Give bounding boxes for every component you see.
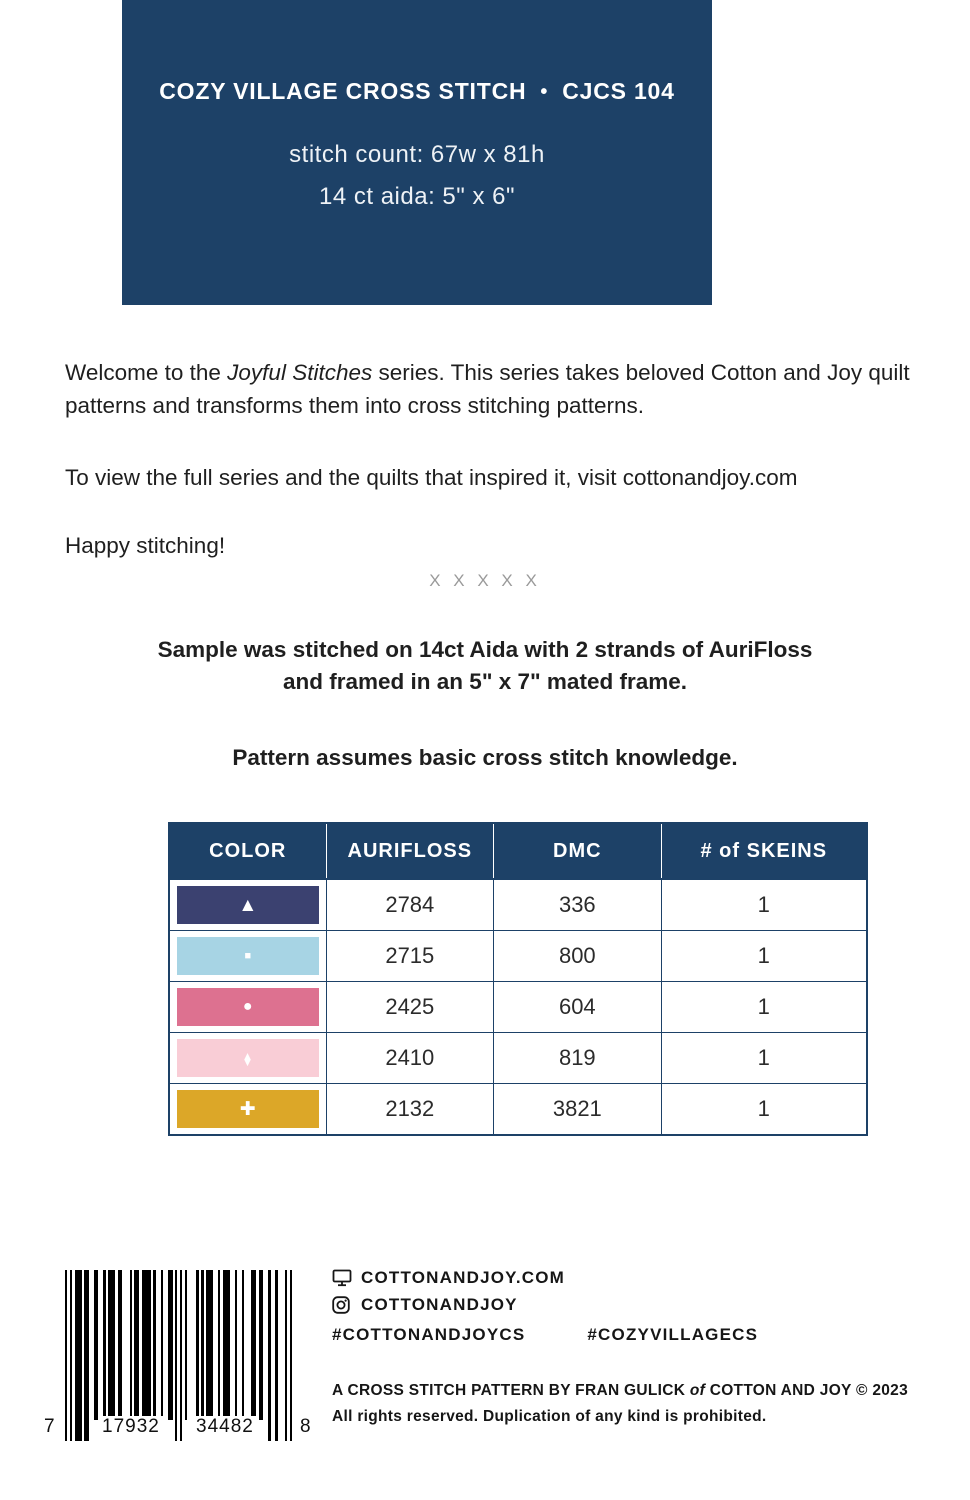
website-text: COTTONANDJOY.COM bbox=[361, 1267, 566, 1287]
column-header-color: COLOR bbox=[169, 823, 326, 879]
pattern-title bbox=[122, 78, 712, 105]
column-header-aurifloss: AURIFLOSS bbox=[326, 823, 494, 879]
table-row bbox=[169, 879, 867, 931]
hashtags-line bbox=[332, 1321, 758, 1348]
contact-block bbox=[332, 1264, 758, 1348]
dmc-cell: 336 bbox=[494, 879, 662, 931]
table-header-row bbox=[169, 823, 867, 879]
color-cell bbox=[169, 879, 326, 931]
pattern-name: COZY VILLAGE CROSS STITCH bbox=[159, 78, 527, 104]
dmc-cell: 3821 bbox=[494, 1084, 662, 1136]
barcode-module bbox=[290, 1270, 292, 1441]
hashtag-cottonandjoycs: #COTTONANDJOYCS bbox=[332, 1324, 526, 1344]
credit-post: COTTON AND JOY © 2023 bbox=[705, 1382, 909, 1399]
series-name-italic: Joyful Stitches bbox=[227, 360, 373, 385]
intro-p1-pre: Welcome to the bbox=[65, 360, 228, 385]
square-symbol-icon: ■ bbox=[244, 949, 252, 962]
title-separator-dot: • bbox=[540, 81, 549, 103]
intro-paragraph-3: Happy stitching! bbox=[65, 533, 226, 558]
upc-barcode bbox=[44, 1270, 312, 1458]
dmc-cell: 819 bbox=[494, 1033, 662, 1084]
stitch-count: stitch count: 67w x 81h bbox=[289, 141, 545, 168]
barcode-digits-left: 17932 bbox=[99, 1416, 163, 1438]
intro-p1-post: series. This series takes beloved Cotton and Joy quilt patterns and transforms them into cross stitching patterns. bbox=[65, 360, 910, 418]
diamond-symbol-icon: ◆ bbox=[244, 1048, 252, 1068]
sample-note-line1: Sample was stitched on 14ct Aida with 2 strands of AuriFloss bbox=[157, 637, 813, 662]
hashtag-cozyvillagecs: #COZYVILLAGECS bbox=[587, 1324, 759, 1344]
column-header-skeins: # of SKEINS bbox=[661, 823, 867, 879]
column-header-dmc: DMC bbox=[494, 823, 662, 879]
color-cell bbox=[169, 931, 326, 982]
skeins-cell: 1 bbox=[661, 1033, 867, 1084]
credit-line bbox=[332, 1378, 908, 1404]
triangle-symbol-icon: ▲ bbox=[238, 894, 258, 916]
color-swatch-rose bbox=[177, 988, 319, 1026]
intro-section bbox=[65, 356, 945, 562]
color-swatch-lightblue bbox=[177, 937, 319, 975]
instagram-line bbox=[332, 1291, 758, 1318]
credit-pre: A CROSS STITCH PATTERN BY FRAN GULICK bbox=[332, 1382, 690, 1399]
dmc-cell: 604 bbox=[494, 982, 662, 1033]
credit-of-italic: of bbox=[689, 1382, 706, 1399]
instagram-icon bbox=[332, 1296, 352, 1314]
skeins-cell: 1 bbox=[661, 982, 867, 1033]
sample-note bbox=[0, 634, 970, 698]
website-line bbox=[332, 1264, 758, 1291]
rights-line: All rights reserved. Duplication of any kind is prohibited. bbox=[332, 1408, 767, 1425]
circle-symbol-icon: ● bbox=[242, 998, 253, 1015]
knowledge-note: Pattern assumes basic cross stitch knowledge. bbox=[232, 745, 738, 770]
table-row bbox=[169, 1084, 867, 1136]
aurifloss-cell: 2784 bbox=[326, 879, 494, 931]
color-swatch-gold bbox=[177, 1090, 319, 1128]
floss-table bbox=[168, 822, 868, 1136]
color-swatch-navy bbox=[177, 886, 319, 924]
skeins-cell: 1 bbox=[661, 931, 867, 982]
table-row bbox=[169, 1033, 867, 1084]
skeins-cell: 1 bbox=[661, 1084, 867, 1136]
header-card bbox=[122, 0, 712, 305]
intro-paragraph-1 bbox=[65, 356, 945, 422]
table-row bbox=[169, 931, 867, 982]
aurifloss-cell: 2410 bbox=[326, 1033, 494, 1084]
color-cell bbox=[169, 1033, 326, 1084]
barcode-digit-right-outer: 8 bbox=[297, 1416, 315, 1438]
table-row bbox=[169, 982, 867, 1033]
aurifloss-cell: 2425 bbox=[326, 982, 494, 1033]
intro-paragraph-2: To view the full series and the quilts that inspired it, visit cottonandjoy.com bbox=[65, 465, 798, 490]
color-cell bbox=[169, 982, 326, 1033]
sample-note-line2: and framed in an 5" x 7" mated frame. bbox=[283, 669, 687, 694]
notes-section bbox=[0, 634, 970, 774]
credit-block bbox=[332, 1378, 908, 1430]
fabric-size: 14 ct aida: 5" x 6" bbox=[319, 183, 515, 210]
skeins-cell: 1 bbox=[661, 879, 867, 931]
pattern-code: CJCS 104 bbox=[562, 78, 675, 104]
barcode-digits-right: 34482 bbox=[193, 1416, 257, 1438]
color-cell bbox=[169, 1084, 326, 1136]
x-divider: X X X X X bbox=[429, 571, 541, 590]
monitor-icon bbox=[332, 1269, 352, 1287]
aurifloss-cell: 2132 bbox=[326, 1084, 494, 1136]
cross-symbol-icon: ✚ bbox=[239, 1098, 256, 1120]
instagram-text: COTTONANDJOY bbox=[361, 1294, 518, 1314]
aurifloss-cell: 2715 bbox=[326, 931, 494, 982]
dmc-cell: 800 bbox=[494, 931, 662, 982]
color-swatch-pink bbox=[177, 1039, 319, 1077]
barcode-digit-left-outer: 7 bbox=[41, 1416, 59, 1438]
